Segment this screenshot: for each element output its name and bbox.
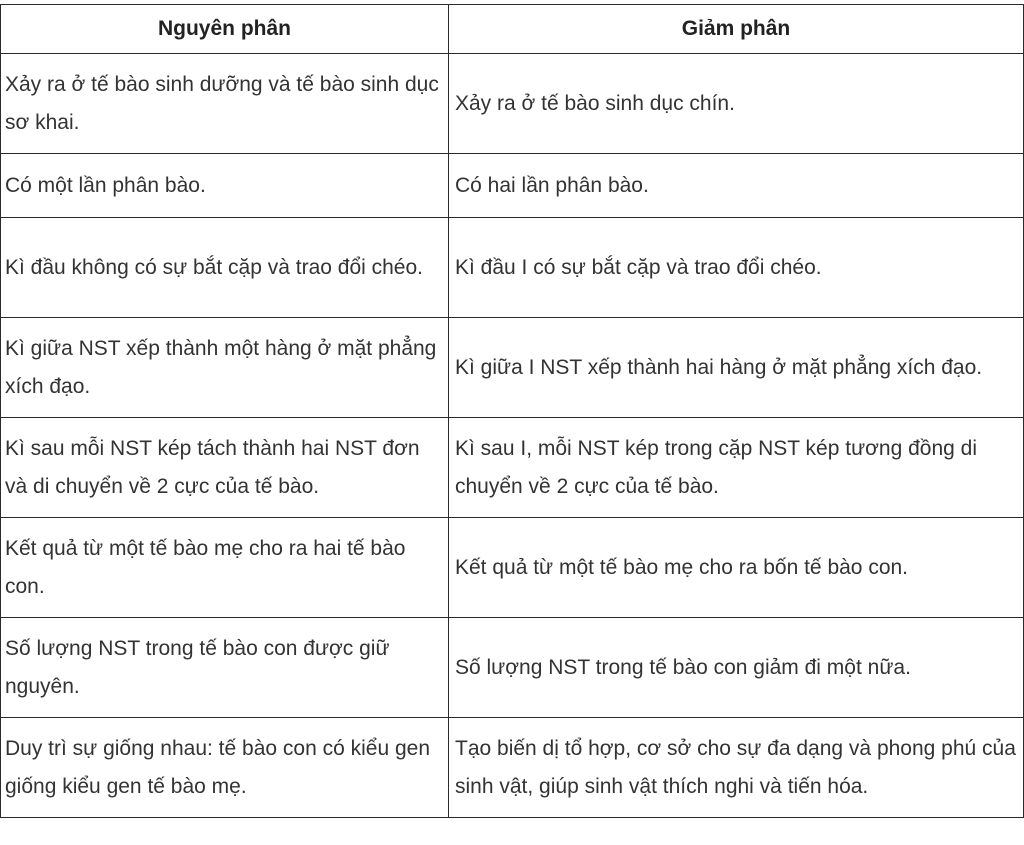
mitosis-cell: Xảy ra ở tế bào sinh dưỡng và tế bào sinh dục sơ khai.: [1, 54, 449, 154]
mitosis-cell: Số lượng NST trong tế bào con được giữ nguyên.: [1, 618, 449, 718]
table-row: [1, 418, 1024, 518]
comparison-table-container: [0, 4, 1024, 818]
meiosis-cell: Kì giữa I NST xếp thành hai hàng ở mặt phẳng xích đạo.: [449, 318, 1024, 418]
meiosis-cell: Kì sau I, mỗi NST kép trong cặp NST kép tương đồng di chuyển về 2 cực của tế bào.: [449, 418, 1024, 518]
mitosis-cell: Duy trì sự giống nhau: tế bào con có kiểu gen giống kiểu gen tế bào mẹ.: [1, 718, 449, 818]
mitosis-cell: Có một lần phân bào.: [1, 154, 449, 218]
mitosis-cell: Kì đầu không có sự bắt cặp và trao đổi chéo.: [1, 218, 449, 318]
table-row: [1, 54, 1024, 154]
meiosis-cell: Kì đầu I có sự bắt cặp và trao đổi chéo.: [449, 218, 1024, 318]
table-row: [1, 518, 1024, 618]
mitosis-cell: Kì giữa NST xếp thành một hàng ở mặt phẳng xích đạo.: [1, 318, 449, 418]
comparison-table: [0, 4, 1024, 818]
header-mitosis: Nguyên phân: [1, 5, 449, 54]
meiosis-cell: Kết quả từ một tế bào mẹ cho ra bốn tế bào con.: [449, 518, 1024, 618]
meiosis-cell: Tạo biến dị tổ hợp, cơ sở cho sự đa dạng và phong phú của sinh vật, giúp sinh vật thích nghi và tiến hóa.: [449, 718, 1024, 818]
table-row: [1, 718, 1024, 818]
mitosis-cell: Kì sau mỗi NST kép tách thành hai NST đơn và di chuyển về 2 cực của tế bào.: [1, 418, 449, 518]
table-header-row: [1, 5, 1024, 54]
mitosis-cell: Kết quả từ một tế bào mẹ cho ra hai tế bào con.: [1, 518, 449, 618]
table-row: [1, 218, 1024, 318]
table-row: [1, 318, 1024, 418]
meiosis-cell: Có hai lần phân bào.: [449, 154, 1024, 218]
meiosis-cell: Số lượng NST trong tế bào con giảm đi một nữa.: [449, 618, 1024, 718]
header-meiosis: Giảm phân: [449, 5, 1024, 54]
table-row: [1, 154, 1024, 218]
table-row: [1, 618, 1024, 718]
meiosis-cell: Xảy ra ở tế bào sinh dục chín.: [449, 54, 1024, 154]
